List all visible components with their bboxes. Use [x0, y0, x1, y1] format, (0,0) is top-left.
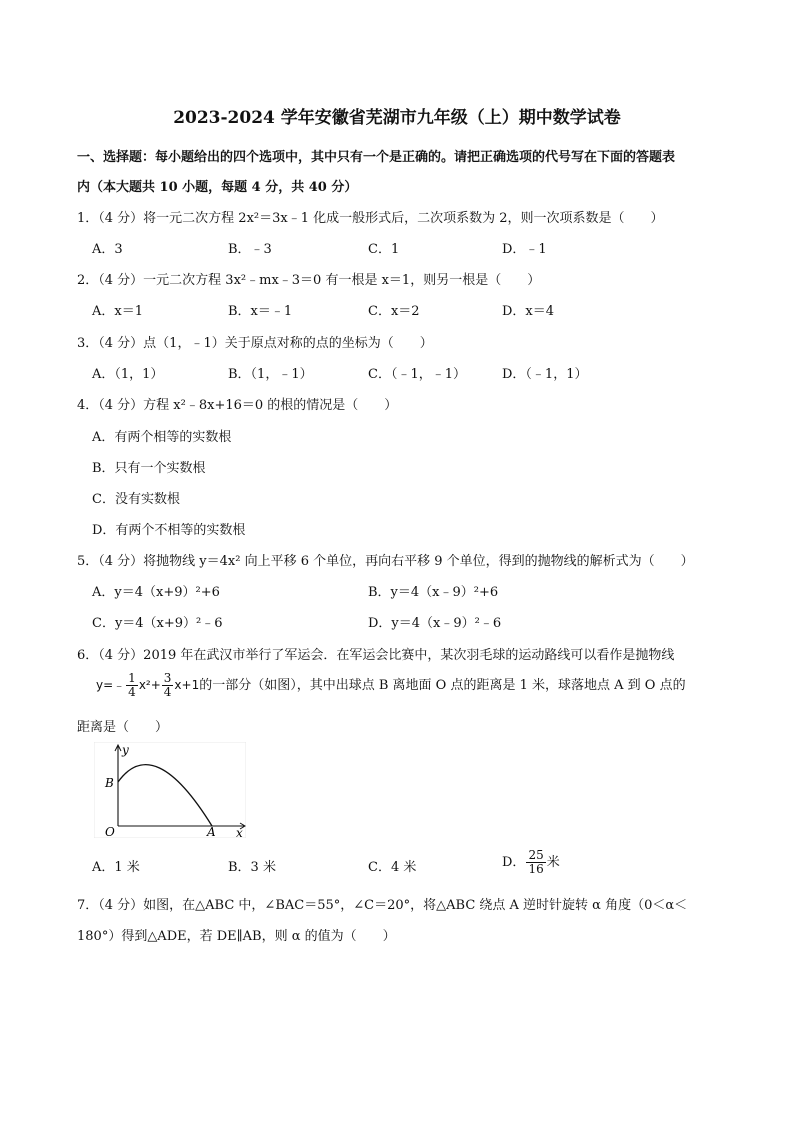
question-3-stem: 3．（4 分）点（1，﹣1）关于原点对称的点的坐标为（ ） [77, 336, 433, 351]
page-title: 2023-2024 学年安徽省芜湖市九年级（上）期中数学试卷 [173, 108, 621, 128]
parabola-curve [118, 765, 212, 826]
question-1-option-b: B．﹣3 [228, 242, 272, 257]
question-1-stem: 1．（4 分）将一元二次方程 2x²＝3x﹣1 化成一般形式后，二次项系数为 2，则一次项系数是（ ） [77, 211, 664, 226]
question-6-option-a: A．1 米 [92, 860, 140, 875]
question-2-option-d: D．x＝4 [502, 304, 555, 319]
formula-mid: x²+ [138, 678, 161, 692]
question-6-stem-line2: 的一部分（如图），其中出球点 B 离地面 O 点的距离是 1 米，球落地点 A 到 O 点的 [199, 678, 686, 693]
question-1-option-a: A．3 [92, 242, 123, 257]
question-7-stem-line1: 7．（4 分）如图，在△ABC 中，∠BAC＝55°，∠C＝20°，将△ABC 绕点 A 逆时针旋转 α 角度（0＜α＜ [77, 898, 688, 913]
question-3-option-d: D．（﹣1，1） [502, 367, 588, 382]
question-5-option-c: C．y＝4（x+9）²﹣6 [92, 616, 223, 631]
section-instructions-line1: 一、选择题：每小题给出的四个选项中，其中只有一个是正确的。请把正确选项的代号写在下面的答题表 [77, 150, 676, 165]
question-2-stem: 2．（4 分）一元二次方程 3x²﹣mx﹣3＝0 有一根是 x＝1，则另一根是（ ） [77, 273, 541, 288]
formula-end: x+1 [174, 678, 200, 692]
origin-label: O [105, 825, 115, 838]
question-5-option-b: B．y＝4（x﹣9）²+6 [368, 585, 499, 600]
fraction-one-quarter: $\frac{1}{4}$ [128, 671, 136, 699]
question-3-option-b: B．（1，﹣1） [228, 367, 313, 382]
question-3-option-c: C．（﹣1，﹣1） [368, 367, 466, 382]
question-2-option-b: B．x＝﹣1 [228, 304, 293, 319]
parabola-figure [94, 742, 246, 838]
question-4-option-c: C．没有实数根 [92, 492, 180, 507]
question-4-option-a: A．有两个相等的实数根 [92, 430, 232, 445]
question-7-stem-line2: 180°）得到△ADE，若 DE∥AB，则 α 的值为（ ） [77, 929, 396, 944]
figure-frame [94, 742, 246, 838]
question-5-option-d: D．y＝4（x﹣9）²﹣6 [368, 616, 502, 631]
formula-y: y=﹣ [96, 678, 126, 692]
question-2-option-c: C．x＝2 [368, 304, 420, 319]
question-4-option-d: D．有两个不相等的实数根 [92, 523, 246, 538]
question-6-stem-line3: 距离是（ ） [77, 720, 169, 735]
question-4-option-b: B．只有一个实数根 [92, 461, 206, 476]
fraction-three-quarters: $\frac{3}{4}$ [163, 671, 172, 699]
question-5-stem: 5．（4 分）将抛物线 y＝4x² 向上平移 6 个单位，再向右平移 9 个单位，得到的抛物线的解析式为（ ） [77, 554, 694, 569]
x-axis-label: x [236, 826, 243, 838]
question-1-option-c: C．1 [368, 242, 400, 257]
question-1-option-d: D．﹣1 [502, 242, 547, 257]
question-2-option-a: A．x＝1 [92, 304, 143, 319]
question-6-option-c: C．4 米 [368, 860, 417, 875]
point-a-label: A [207, 825, 216, 838]
section-instructions-line2: 内（本大题共 10 小题，每题 4 分，共 40 分） [77, 180, 358, 195]
question-6-stem-line1: 6．（4 分）2019 年在武汉市举行了军运会．在军运会比赛中，某次羽毛球的运动路线可以看作是抛物线 [77, 648, 675, 663]
fraction-25-16: $\frac{25}{16}$ [528, 848, 544, 876]
question-6-formula-line [96, 670, 686, 701]
point-b-label: B [105, 776, 114, 790]
y-axis-label: y [122, 743, 129, 757]
question-4-stem: 4．（4 分）方程 x²﹣8x+16＝0 的根的情况是（ ） [77, 398, 398, 413]
question-3-option-a: A．（1，1） [92, 367, 164, 382]
question-5-option-a: A．y＝4（x+9）²+6 [92, 585, 220, 600]
question-6-option-d: D． $\frac{25}{16}$ 米 [502, 848, 560, 876]
question-6-option-b: B．3 米 [228, 860, 276, 875]
